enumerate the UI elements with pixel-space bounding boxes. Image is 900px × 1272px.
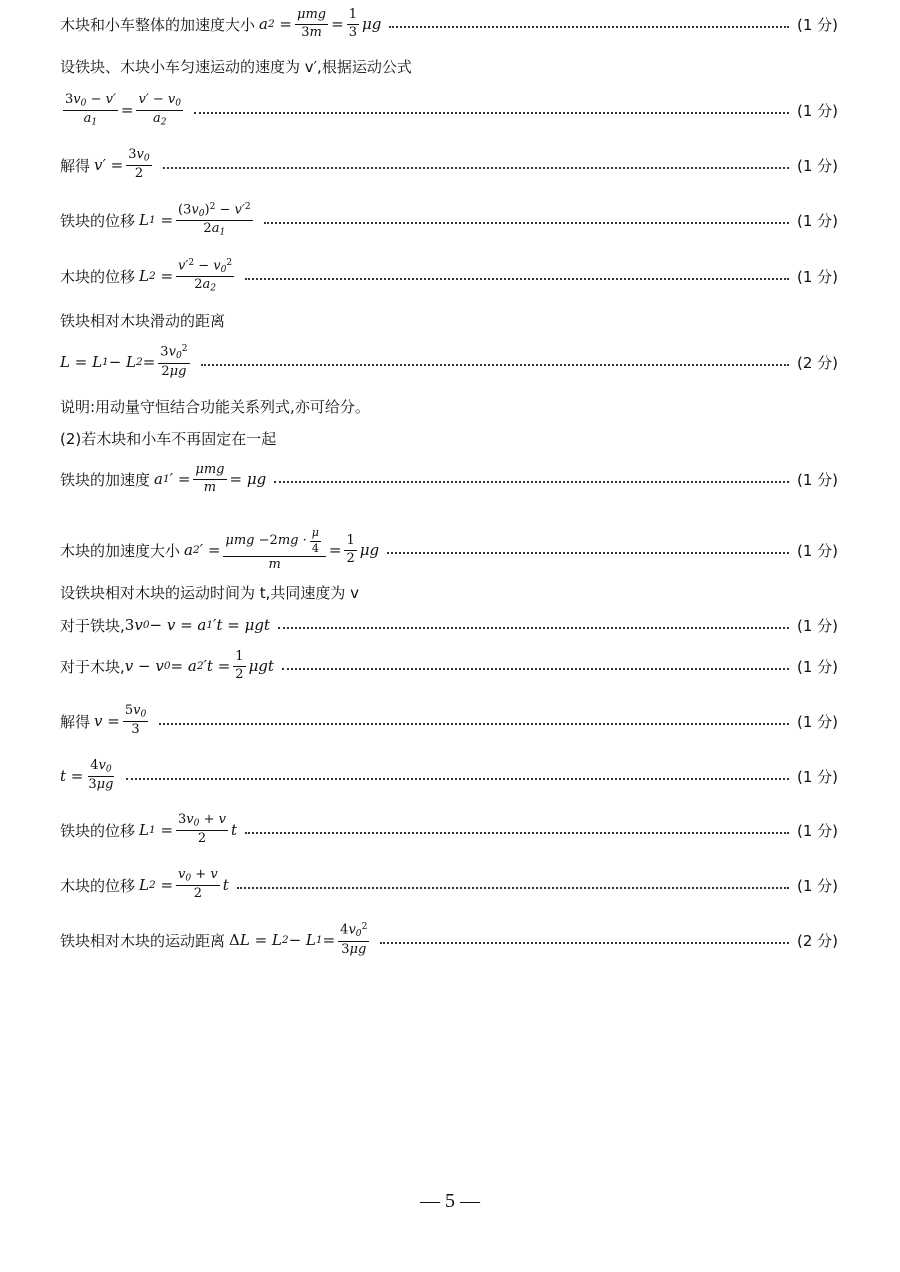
leader-dots — [278, 627, 789, 629]
formula: L 1 = $\frac{(3v_0)^2 - v'^2}{2a_1}$ — [139, 202, 251, 238]
answer-line — [60, 642, 838, 690]
answer-line — [60, 861, 838, 909]
formula: v′ = $\frac{3v_0}{2}$ — [94, 147, 150, 181]
formula: L 1 = $\frac{3v_0 + v}{2}$ t — [139, 812, 237, 846]
line-text: 铁块的加速度 — [60, 470, 151, 489]
formula: a 1 ′ = $\frac{\text{μmg}}{m}$ = μg — [154, 461, 267, 495]
formula: L 2 = $\frac{v'^2 - v_0^2}{2a_2}$ — [139, 258, 233, 294]
leader-dots — [245, 832, 789, 834]
score-label: (1 分) — [796, 470, 838, 489]
answer-line — [60, 296, 838, 344]
leader-dots — [194, 112, 789, 114]
score-label: (1 分) — [796, 267, 838, 286]
line-text: 对于木块, — [60, 657, 125, 676]
line-text: 设铁块、木块小车匀速运动的速度为 v′,根据运动公式 — [60, 57, 412, 76]
answer-line — [60, 42, 838, 90]
score-label: (1 分) — [796, 541, 838, 560]
score-label: (1 分) — [796, 712, 838, 731]
formula: a 2 = $\frac{\text{μmg}}{3m}$ = $\frac{1}{3}$ μg — [259, 6, 382, 40]
line-text: 解得 — [60, 156, 91, 175]
line-text: 设铁块相对木块的运动时间为 t,共同速度为 v — [60, 583, 360, 602]
score-label: (1 分) — [796, 821, 838, 840]
answer-line — [60, 338, 838, 386]
line-text: 铁块的位移 — [60, 211, 136, 230]
leader-dots — [163, 167, 789, 169]
line-text: 铁块的位移 — [60, 821, 136, 840]
line-text: 解得 — [60, 712, 91, 731]
line-text: 说明:用动量守恒结合功能关系列式,亦可给分。 — [60, 397, 370, 416]
formula: L 2 = $\frac{v_0 + v}{2}$ t — [139, 867, 229, 901]
line-text: 木块的位移 — [60, 267, 136, 286]
line-text: (2)若木块和小车不再固定在一起 — [60, 429, 277, 448]
answer-line — [60, 0, 838, 48]
score-label: (1 分) — [796, 876, 838, 895]
formula: t = $\frac{4v_0}{3\mu g}$ — [60, 758, 114, 792]
formula: $\frac{3v_0 - v'}{a_1}$ = $\frac{v' - v_0}{a_2}$ — [65, 91, 182, 127]
line-text: 铁块相对木块的运动距离 — [60, 931, 226, 950]
formula: 3 v 0 − v = a 1 ′t = μgt — [124, 616, 270, 634]
answer-line — [60, 752, 838, 800]
formula: Δ L = L 2 − L 1 = $\frac{4v_0^2}{3\mu g}$ — [229, 922, 368, 957]
leader-dots — [274, 481, 789, 483]
answer-line — [60, 697, 838, 745]
formula: v − v 0 = a 2 ′t = $\frac{1}{2}$ μgt — [124, 648, 274, 682]
score-label: (1 分) — [796, 15, 838, 34]
leader-dots — [237, 887, 789, 889]
score-label: (1 分) — [796, 101, 838, 120]
leader-dots — [201, 364, 789, 366]
answer-line — [60, 455, 838, 503]
score-label: (1 分) — [796, 211, 838, 230]
score-label: (1 分) — [796, 657, 838, 676]
formula: L = L 1 − L 2 = $\frac{3v_0^2}{2\mu g}$ — [60, 344, 188, 379]
line-text: 对于铁块, — [60, 616, 125, 635]
formula: v = $\frac{5v_0}{3}$ — [94, 703, 147, 737]
score-label: (1 分) — [796, 616, 838, 635]
score-label: (1 分) — [796, 767, 838, 786]
line-text: 木块的加速度大小 — [60, 541, 181, 560]
leader-dots — [282, 668, 789, 670]
line-text: 木块的位移 — [60, 876, 136, 895]
answer-line — [60, 141, 838, 189]
answer-line — [60, 806, 838, 854]
page-number: — 5 — — [420, 1190, 480, 1212]
leader-dots — [159, 723, 789, 725]
answer-line — [60, 916, 838, 964]
leader-dots — [380, 942, 789, 944]
leader-dots — [264, 222, 789, 224]
line-text: 木块和小车整体的加速度大小 — [60, 15, 256, 34]
answer-line — [60, 196, 838, 244]
leader-dots — [245, 278, 789, 280]
formula: a 2 ′ = μmg − 2 mg · $\frac{\mu}{4}$ m = $\frac{1}{2}$ μg — [184, 525, 380, 573]
answer-line — [60, 252, 838, 300]
leader-dots — [126, 778, 789, 780]
line-text: 铁块相对木块滑动的距离 — [60, 311, 226, 330]
leader-dots — [387, 552, 789, 554]
score-label: (1 分) — [796, 156, 838, 175]
leader-dots — [389, 26, 789, 28]
score-label: (2 分) — [796, 931, 838, 950]
answer-line — [60, 86, 838, 134]
score-label: (2 分) — [796, 353, 838, 372]
